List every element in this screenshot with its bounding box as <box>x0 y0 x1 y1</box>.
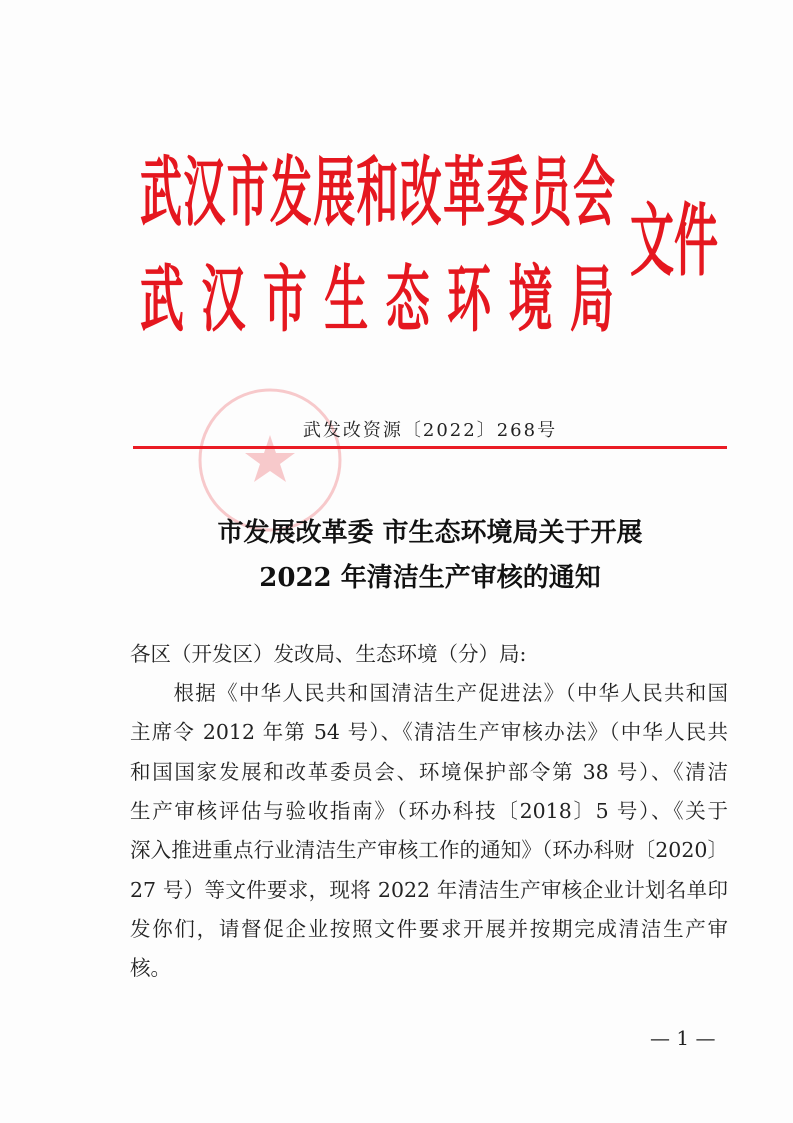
issuer-name-line-1: 武汉市发展和改革委员会 <box>140 148 614 237</box>
page-number: — 1 — <box>650 1026 716 1050</box>
body-line: 核。 <box>130 956 171 980</box>
red-divider-rule <box>133 446 727 449</box>
document-title-line-2: 2022 年清洁生产审核的通知 <box>259 563 601 593</box>
body-line: 和国国家发展和改革委员会、环境保护部令第 38 号）、《清洁 <box>130 760 728 784</box>
body-line: 根据《中华人民共和国清洁生产促进法》（中华人民共和国 <box>130 681 728 705</box>
issuer-name-line-2: 武汉市生态环境局 <box>140 258 614 343</box>
body-line: 生产审核评估与验收指南》（环办科技〔2018〕5 号）、《关于 <box>130 799 728 823</box>
document-type-label: 文件 <box>630 196 718 288</box>
document-title-line-1: 市发展改革委 市生态环境局关于开展 <box>217 518 643 548</box>
body-line: 发你们，请督促企业按照文件要求开展并按期完成清洁生产审 <box>130 917 728 941</box>
body-line: 主席令 2012 年第 54 号）、《清洁生产审核办法》（中华人民共 <box>130 720 728 744</box>
body-line: 27 号）等文件要求，现将 2022 年清洁生产审核企业计划名单印 <box>130 878 728 902</box>
document-number: 武发改资源〔2022〕268号 <box>302 420 558 441</box>
salutation: 各区（开发区）发改局、生态环境（分）局: <box>130 642 527 666</box>
body-line: 深入推进重点行业清洁生产审核工作的通知》（环办科财〔2020〕 <box>130 838 728 862</box>
